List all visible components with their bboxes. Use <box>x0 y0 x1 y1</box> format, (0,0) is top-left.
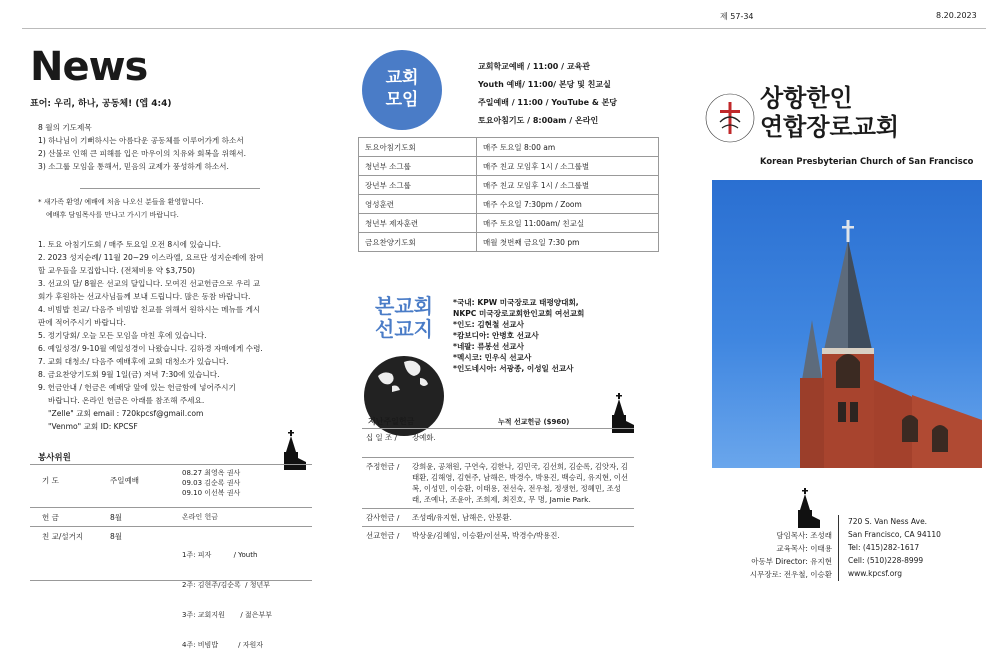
worship-line: 주일예배 / 11:00 / YouTube & 본당 <box>478 98 618 107</box>
badge-line: 모임 <box>385 90 419 110</box>
top-rule <box>22 28 986 29</box>
church-name-line: 연합장로교회 <box>760 113 900 141</box>
duty-name: 1주: 피자 / Youth <box>182 551 258 559</box>
news-title: News <box>30 44 148 90</box>
duty-table <box>30 464 312 649</box>
staff-line: 담임목사: 조성래 <box>776 531 832 540</box>
announcement-line: 6. 예일성경/ 9-10월 예일성경이 나왔습니다. 김하경 자매에게 수령. <box>38 344 263 353</box>
duty-name: 2주: 김현주/김순록 / 청년부 <box>182 581 271 589</box>
worship-line: Youth 예배/ 11:00/ 본당 및 친교실 <box>478 80 611 89</box>
duty-names <box>182 530 272 670</box>
globe-icon <box>364 352 444 392</box>
announcement-line: 7. 교회 대청소/ 다음주 예배후에 교회 대청소가 있습니다. <box>38 357 229 366</box>
zelle-email: "Zelle" 교회 email : 720kpcsf@gmail.com <box>48 409 204 418</box>
schedule-name: 청년부 제자훈련 <box>359 214 477 233</box>
duty-role: 기 도 <box>42 476 59 485</box>
mission-line: NKPC 미국장로교회한인교회 여선교회 <box>453 309 585 318</box>
announcement-line: 1. 토요 아침기도회 / 매주 토요일 오전 8시에 있습니다. <box>38 240 222 249</box>
offering-cumulative: 누적 선교헌금 ($960) <box>498 418 570 426</box>
worship-line: 토요아침기도 / 8:00am / 온라인 <box>478 116 599 125</box>
staff-line: 아동부 Director: 유지현 <box>751 557 832 566</box>
duty-name: 09.03 김순록 권사 <box>182 479 241 487</box>
mission-line: *인도: 김현철 선교사 <box>453 320 524 329</box>
duty-name: 08.27 최영옥 권사 <box>182 469 241 477</box>
welcome-note <box>38 196 338 222</box>
mission-line: *국내: KPW 미국장로교 태평양대회, <box>453 298 579 307</box>
schedule-name: 토요아침기도회 <box>359 138 477 157</box>
duty-type: 8월 <box>110 532 123 541</box>
staff-line: 시무장로: 전우철, 이승환 <box>749 570 832 579</box>
meetings-badge <box>362 50 442 130</box>
staff-list <box>730 529 832 581</box>
schedule-time: 매주 친교 모임후 1시 / 소그룹별 <box>477 176 659 195</box>
prayer-item: 1) 하나님이 기뻐하시는 아름다운 공동체를 이루어가게 하소서 <box>38 136 244 145</box>
steeple-icon <box>790 488 820 528</box>
motto: 표어: 우리, 하나, 공동체! (엡 4:4) <box>30 99 172 109</box>
missions-label-line: 선교지 <box>375 317 433 341</box>
issue-date: 8.20.2023 <box>936 11 977 20</box>
announcement-line: 4. 비빔밥 친교/ 다음주 비빔밥 친교를 위해서 원하시는 메뉴를 게시 <box>38 305 261 314</box>
duty-name: 09.10 이선복 권사 <box>182 489 241 497</box>
mission-line: *네팔: 류봉선 선교사 <box>453 342 524 351</box>
offering-section <box>362 412 634 544</box>
mission-line: *인도네시아: 서광종, 이성일 선교사 <box>453 364 574 373</box>
schedule-time: 매월 첫번째 금요일 7:30 pm <box>477 233 659 252</box>
offering-row <box>362 527 634 545</box>
schedule-name: 장년부 소그룹 <box>359 176 477 195</box>
church-address <box>848 515 988 580</box>
schedule-name: 영성훈련 <box>359 195 477 214</box>
schedule-row <box>359 138 659 157</box>
missions-label <box>375 295 455 341</box>
church-name-english: Korean Presbyterian Church of San Francisco <box>760 156 974 166</box>
duty-type: 8월 <box>110 513 123 522</box>
schedule-time: 매주 수요일 7:30pm / Zoom <box>477 195 659 214</box>
prayer-item: 3) 소그룹 모임을 통해서, 믿음의 교제가 풍성하게 하소서. <box>38 162 229 171</box>
cell-phone: Cell: (510)228-8999 <box>848 556 924 565</box>
duty-role: 헌 금 <box>42 513 59 522</box>
schedule-row <box>359 157 659 176</box>
phone: Tel: (415)282-1617 <box>848 543 920 552</box>
mission-line: *멕시코: 민우식 선교사 <box>453 353 532 362</box>
offering-label: 감사헌금 / <box>362 509 408 527</box>
website-link[interactable]: www.kpcsf.org <box>848 569 903 578</box>
address-line: 720 S. Van Ness Ave. <box>848 517 928 526</box>
church-photo <box>712 180 982 468</box>
vertical-divider <box>838 515 839 581</box>
church-name-line: 상항한인 <box>760 84 853 112</box>
schedule-time: 매주 토요일 11:00am/ 친교실 <box>477 214 659 233</box>
offering-names: 강희윤, 공채원, 구연숙, 김한나, 김민국, 김선희, 김순록, 김앗자, 김태환, 김해영, 김현주, 남해은, 박경수, 박용진, 백승리, 유지현, 이선복, 이성민, 이승환, 이태용, 전선숙, 전우철, 정생헌, 정혜민, 조성래, 조예나, 조윤아, 조희제, 최진호, 무 명, Jamie Park. <box>408 458 634 509</box>
offering-label: 십 일 조 / <box>362 429 408 458</box>
prayer-title: 8 월의 기도제목 <box>38 123 92 132</box>
schedule-name: 금요찬양기도회 <box>359 233 477 252</box>
staff-line: 교육목사: 이태용 <box>776 544 832 553</box>
schedule-time: 매주 친교 모임후 1시 / 소그룹별 <box>477 157 659 176</box>
offering-row <box>362 458 634 509</box>
missions-label-line: 본교회 <box>375 294 433 318</box>
announcement-line: 바랍니다. 온라인 헌금은 아래를 참조해 주세요. <box>48 396 205 405</box>
offering-names: 장예화. <box>408 429 634 458</box>
duty-row <box>30 508 312 526</box>
schedule-table <box>358 137 659 252</box>
worship-line: 교회학교예배 / 11:00 / 교육관 <box>478 62 591 71</box>
committee-title: 봉사위원 <box>38 453 71 463</box>
worship-times <box>478 58 617 130</box>
prayer-item: 2) 산불로 인해 큰 피해를 입은 마우이의 치유와 회복을 위해서. <box>38 149 246 158</box>
duty-names <box>182 468 240 498</box>
offering-names: 박상윤/김혜임, 이승환/이선복, 박경수/박용진. <box>408 527 634 545</box>
address-line: San Francisco, CA 94110 <box>848 530 941 539</box>
schedule-time: 매주 토요일 8:00 am <box>477 138 659 157</box>
duty-name: 4주: 비빔밥 / 자원자 <box>182 641 263 649</box>
announcement-line: 8. 금요찬양기도회 9월 1일(금) 저녁 7:30에 있습니다. <box>38 370 220 379</box>
offering-label: 주정헌금 / <box>362 458 408 509</box>
offering-row <box>362 509 634 527</box>
divider <box>80 188 260 189</box>
announcement-line: 3. 선교의 달/ 8월은 선교의 달입니다. 모여진 선교헌금으로 우리 교 <box>38 279 261 288</box>
prayer-section <box>38 121 338 173</box>
issue-number: 제 57-34 <box>720 12 754 21</box>
announcement-line: 2. 2023 성지순례/ 11월 20~29 이스라엘, 요르단 성지순례에 참여 <box>38 253 264 262</box>
announcement-line: 할 교우들을 모집합니다. (전체비용 약 $3,750) <box>38 266 196 275</box>
divider <box>30 580 312 581</box>
announcements <box>38 238 338 433</box>
offering-title: 지난주일헌금 <box>368 417 415 426</box>
offering-header <box>362 412 634 428</box>
schedule-row <box>359 195 659 214</box>
church-building-illustration <box>712 180 982 468</box>
schedule-row <box>359 176 659 195</box>
duty-type: 주일예배 <box>110 476 139 485</box>
mission-list <box>453 297 584 374</box>
offering-table <box>362 428 634 544</box>
announcement-line: 5. 정기당회/ 오늘 모든 모임을 마친 후에 있습니다. <box>38 331 207 340</box>
announcement-line: 회가 후원하는 선교사님들께 보내 드립니다. 많은 동참 바랍니다. <box>38 292 251 301</box>
offering-row <box>362 429 634 458</box>
announcement-line: 판에 적어주시기 바랍니다. <box>38 318 126 327</box>
welcome-line: 예배후 담임목사를 만나고 가시기 바랍니다. <box>46 211 179 219</box>
venmo-id: "Venmo" 교회 ID: KPCSF <box>48 422 138 431</box>
welcome-line: * 새가족 환영/ 예배에 처음 나오신 분들을 환영합니다. <box>38 198 204 206</box>
duty-role: 친 교/설거지 <box>42 532 84 541</box>
schedule-row <box>359 233 659 252</box>
mission-line: *캄보디아: 안병호 선교사 <box>453 331 539 340</box>
duty-row <box>30 465 312 507</box>
duty-name: 3주: 교회지원 / 젊은부부 <box>182 611 273 619</box>
offering-names: 조성래/유지현, 남해은, 안봉환. <box>408 509 634 527</box>
duty-row <box>30 527 312 649</box>
schedule-row <box>359 214 659 233</box>
schedule-name: 청년부 소그룹 <box>359 157 477 176</box>
pcusa-logo <box>700 88 760 148</box>
offering-label: 선교헌금 / <box>362 527 408 545</box>
duty-name: 온라인 헌금 <box>182 513 219 521</box>
church-name-korean <box>760 84 899 142</box>
announcement-line: 9. 헌금안내 / 헌금은 예배당 앞에 있는 헌금함에 넣어주시기 <box>38 383 236 392</box>
badge-line: 교회 <box>385 68 419 88</box>
